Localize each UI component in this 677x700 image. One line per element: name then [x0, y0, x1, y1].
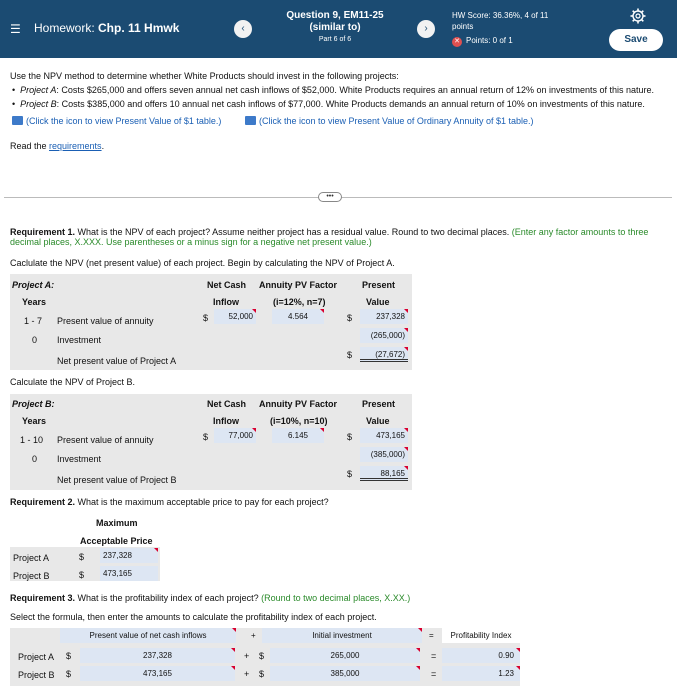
marker: [231, 648, 235, 652]
intro-text: Use the NPV method to determine whether White Products should invest in the following projects:: [10, 71, 399, 81]
marker: [231, 666, 235, 670]
question-info: [260, 10, 410, 45]
next-question-button[interactable]: ›: [417, 20, 435, 38]
project-b-pv-input[interactable]: 473,165: [360, 428, 408, 443]
col-header: Inflow: [213, 416, 239, 426]
equals-sign: =: [431, 651, 437, 661]
req1-title: Requirement 1. What is the NPV of each project? Assume neither project has a residual value. Round to two decimal places. (Enter any factor amounts to three: [10, 227, 649, 237]
marker: [404, 466, 408, 470]
bullet-project-b: • Project B: Costs $385,000 and offers 10 annual net cash inflows of $77,000. White Products demands an annual return of 10% on investments of this nature.: [12, 99, 645, 109]
operator: +: [244, 669, 250, 679]
row-label: Investment: [57, 335, 102, 345]
marker: [416, 666, 420, 670]
row-label: Present value of annuity: [57, 316, 154, 326]
project-b-inflow-input[interactable]: 77,000: [214, 428, 256, 443]
col-header: Present: [362, 399, 396, 409]
question-number: Question 9, EM11-25: [286, 10, 384, 21]
col-header: Acceptable Price: [80, 536, 153, 546]
marker: [404, 328, 408, 332]
marker: [404, 309, 408, 313]
dollar-sign: $: [347, 313, 353, 323]
dollar-sign: $: [66, 651, 72, 661]
project-a-npv-input[interactable]: (27,672): [360, 347, 408, 362]
formula-investment-select[interactable]: Initial investment: [262, 628, 422, 643]
col-header: Maximum: [96, 518, 138, 528]
col-header: Annuity PV Factor: [259, 399, 338, 409]
row-label: Net present value of Project A: [57, 356, 177, 366]
max-price-a-input[interactable]: 237,328: [100, 548, 158, 563]
pi-b-result-input[interactable]: 1.23: [442, 666, 520, 681]
menu-icon[interactable]: ☰: [10, 22, 21, 36]
req3-title: Requirement 3. What is the profitability index of each project? (Round to two decimal places, X.XX.): [10, 593, 411, 603]
req2-title: Requirement 2. What is the maximum acceptable price to pay for each project?: [10, 497, 329, 507]
row-years: 1 - 10: [20, 435, 44, 445]
marker: [154, 548, 158, 552]
formula-pv-select[interactable]: Present value of net cash inflows: [60, 628, 236, 643]
marker: [516, 666, 520, 670]
question-part: Part 6 of 6: [318, 36, 352, 43]
dollar-sign: $: [66, 669, 72, 679]
operator: +: [244, 651, 250, 661]
col-header: Value: [366, 297, 390, 307]
project-b-investment-input[interactable]: (385,000): [360, 447, 408, 462]
pi-a-investment-input[interactable]: 265,000: [270, 648, 420, 663]
row-label: Net present value of Project B: [57, 475, 177, 485]
hw-score: HW Score: 36.36%, 4 of 11 points: [452, 11, 549, 31]
row-label: Project B: [18, 670, 55, 680]
marker: [232, 628, 236, 632]
req1-instructions: decimal places, X.XXX. Use parentheses or a minus sign for a negative net present value.): [10, 237, 372, 247]
table-book-icon[interactable]: [245, 116, 256, 125]
dollar-sign: $: [347, 350, 353, 360]
dollar-sign: $: [203, 432, 209, 442]
marker: [404, 428, 408, 432]
pi-a-result-input[interactable]: 0.90: [442, 648, 520, 663]
col-header: Present: [362, 280, 396, 290]
row-label: Project B: [13, 571, 50, 581]
col-header: Years: [22, 416, 47, 426]
calc-b-instruction: Calculate the NPV of Project B.: [10, 377, 136, 387]
calc-a-instruction: Caclulate the NPV (net present value) of each project. Begin by calculating the NPV of Project A.: [10, 258, 395, 268]
req3-instruction: Select the formula, then enter the amounts to calculate the profitability index of each project.: [10, 612, 377, 622]
equals-sign: =: [431, 669, 437, 679]
operator-select[interactable]: +: [251, 631, 256, 640]
marker: [404, 447, 408, 451]
dollar-sign: $: [79, 570, 85, 580]
dollar-sign: $: [259, 651, 265, 661]
row-label: Project A: [13, 553, 50, 563]
top-header-bar: [0, 0, 677, 58]
dollar-sign: $: [347, 432, 353, 442]
table-book-icon[interactable]: [12, 116, 23, 125]
marker: [320, 428, 324, 432]
dollar-sign: $: [347, 469, 353, 479]
row-label: Project A: [18, 652, 55, 662]
expand-dots-icon[interactable]: •••: [318, 192, 342, 202]
table-b-label: Project B:: [12, 399, 55, 409]
points-status: ✕ Points: 0 of 1: [452, 36, 513, 47]
project-a-investment-input[interactable]: (265,000): [360, 328, 408, 343]
dollar-sign: $: [259, 669, 265, 679]
previous-question-button[interactable]: ‹: [234, 20, 252, 38]
marker: [404, 347, 408, 351]
pv-table-link[interactable]: (Click the icon to view Present Value of $1 table.): [12, 116, 221, 126]
equals-sign: =: [429, 631, 434, 640]
row-years: 1 - 7: [24, 316, 43, 326]
project-a-inflow-input[interactable]: 52,000: [214, 309, 256, 324]
project-b-npv-input[interactable]: 88,165: [360, 466, 408, 481]
project-a-factor-input[interactable]: 4.564: [272, 309, 324, 324]
col-header: Inflow: [213, 297, 239, 307]
project-a-pv-input[interactable]: 237,328: [360, 309, 408, 324]
marker: [320, 309, 324, 313]
marker: [416, 648, 420, 652]
dollar-sign: $: [203, 313, 209, 323]
row-years: 0: [32, 454, 38, 464]
marker: [252, 309, 256, 313]
pi-a-pv-input[interactable]: 237,328: [80, 648, 235, 663]
project-b-factor-input[interactable]: 6.145: [272, 428, 324, 443]
incorrect-icon: ✕: [452, 37, 462, 47]
col-header: Net Cash: [207, 399, 247, 409]
col-header: Profitability Index: [442, 628, 520, 643]
row-label: Present value of annuity: [57, 435, 154, 445]
col-header: Years: [22, 297, 47, 307]
col-header: (i=12%, n=7): [273, 297, 326, 307]
row-years: 0: [32, 335, 38, 345]
pi-b-pv-input[interactable]: 473,165: [80, 666, 235, 681]
annuity-table-link[interactable]: (Click the icon to view Present Value of Ordinary Annuity of $1 table.): [245, 116, 533, 126]
marker: [516, 648, 520, 652]
col-header: Net Cash: [207, 280, 247, 290]
pi-b-investment-input[interactable]: 385,000: [270, 666, 420, 681]
read-requirements: Read the requirements.: [10, 141, 105, 151]
marker: [252, 428, 256, 432]
dollar-sign: $: [79, 552, 85, 562]
homework-title: Homework: Chp. 11 Hmwk: [34, 21, 180, 35]
bullet-project-a: • Project A: Costs $265,000 and offers seven annual net cash inflows of $52,000. White Products requires an annual return of 12% on investments of this nature.: [12, 85, 655, 95]
max-price-b-input[interactable]: 473,165: [100, 566, 158, 581]
col-header: Value: [366, 416, 390, 426]
question-similar: (similar to): [309, 22, 361, 33]
table-a-label: Project A:: [12, 280, 55, 290]
marker: [418, 628, 422, 632]
save-button[interactable]: Save: [609, 29, 663, 51]
col-header: (i=10%, n=10): [270, 416, 328, 426]
row-label: Investment: [57, 454, 102, 464]
settings-gear-icon[interactable]: [630, 8, 646, 24]
requirements-link[interactable]: requirements: [49, 141, 102, 151]
col-header: Annuity PV Factor: [259, 280, 338, 290]
